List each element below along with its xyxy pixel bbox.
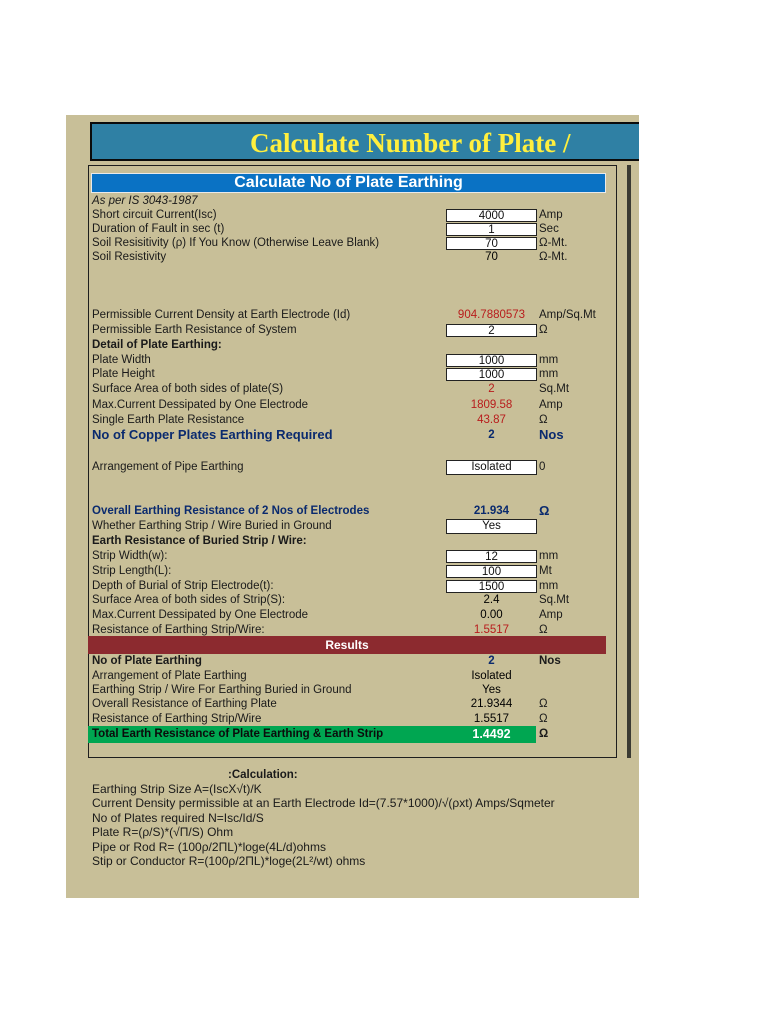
result-arrangement-value: Isolated [471, 670, 512, 682]
arrangement-label: Arrangement of Pipe Earthing [92, 461, 244, 473]
strip-depth-label: Depth of Burial of Strip Electrode(t): [92, 580, 274, 592]
plate-height-label: Plate Height [92, 368, 155, 380]
plates-required-label: No of Copper Plates Earthing Required [92, 427, 333, 442]
strip-max-current-unit: Amp [539, 609, 563, 621]
formula-line: No of Plates required N=Isc/Id/S [92, 811, 264, 825]
result-overall-unit: Ω [539, 698, 548, 710]
plate-width-unit: mm [539, 354, 559, 366]
soil-resistivity-known-label: Soil Resisitivity (ρ) If You Know (Otherwise Leave Blank) [92, 237, 380, 249]
soil-resistivity-unit: Ω-Mt. [539, 251, 568, 263]
result-overall-label: Overall Resistance of Earthing Plate [92, 698, 277, 710]
plates-required-value: 2 [488, 429, 495, 441]
strip-resistance-label: Resistance of Earthing Strip/Wire: [92, 624, 265, 636]
banner-title: Calculate Number of Plate / [250, 128, 571, 158]
single-plate-resistance-unit: Ω [539, 414, 548, 426]
plate-height-input[interactable]: 1000 [446, 368, 537, 381]
banner [90, 122, 639, 161]
section-title: Calculate No of Plate Earthing [91, 173, 606, 193]
result-strip-resistance-value: 1.5517 [473, 713, 510, 725]
fault-duration-input[interactable]: 1 [446, 223, 537, 236]
plate-area-value: 2 [488, 383, 495, 395]
result-strip-label: Earthing Strip / Wire For Earthing Buried in Ground [92, 684, 352, 696]
current-density-value: 904.7880573 [457, 309, 526, 321]
plates-required-unit: Nos [539, 427, 564, 442]
strip-length-label: Strip Length(L): [92, 565, 172, 577]
current-density-label: Permissible Current Density at Earth Electrode (Id) [92, 309, 351, 321]
fault-duration-label: Duration of Fault in sec (t) [92, 223, 225, 235]
worksheet [66, 115, 639, 898]
strip-buried-select[interactable]: Yes [446, 519, 537, 534]
strip-area-value: 2.4 [483, 594, 500, 606]
calculation-heading: :Calculation: [228, 769, 298, 781]
result-overall-value: 21.9344 [470, 698, 513, 710]
soil-resistivity-value: 70 [485, 251, 498, 263]
strip-area-label: Surface Area of both sides of Strip(S): [92, 594, 286, 606]
fault-duration-unit: Sec [539, 223, 559, 235]
overall-resistance-unit: Ω [539, 503, 550, 518]
formula-line: Pipe or Rod R= (100ρ/2ΠL)*loge(4L/d)ohms [92, 840, 326, 854]
short-circuit-label: Short circuit Current(Isc) [92, 209, 217, 221]
strip-max-current-label: Max.Current Dessipated by One Electrode [92, 609, 309, 621]
adjacent-panel-edge [627, 165, 631, 758]
strip-max-current-value: 0.00 [480, 609, 503, 621]
permissible-resistance-unit: Ω [539, 324, 548, 336]
plate-area-label: Surface Area of both sides of plate(S) [92, 383, 284, 395]
result-plates-value: 2 [488, 655, 495, 667]
soil-resistivity-label: Soil Resistivity [92, 251, 167, 263]
plate-height-unit: mm [539, 368, 559, 380]
soil-resistivity-input[interactable]: 70 [446, 237, 537, 250]
results-heading: Results [88, 636, 606, 654]
total-resistance-value: 1.4492 [472, 727, 511, 741]
formula-line: Earthing Strip Size A=(IscX√t)/K [92, 782, 262, 796]
result-strip-resistance-unit: Ω [539, 713, 548, 725]
strip-buried-label: Whether Earthing Strip / Wire Buried in Ground [92, 520, 332, 532]
strip-depth-input[interactable]: 1500 [446, 580, 537, 593]
strip-length-unit: Mt [539, 565, 552, 577]
single-plate-resistance-value: 43.87 [477, 414, 506, 426]
strip-width-input[interactable]: 12 [446, 550, 537, 563]
strip-length-input[interactable]: 100 [446, 565, 537, 578]
plate-max-current-label: Max.Current Dessipated by One Electrode [92, 399, 309, 411]
plate-max-current-unit: Amp [539, 399, 563, 411]
formula-line: Current Density permissible at an Earth Electrode Id=(7.57*1000)/√(ρxt) Amps/Sqmeter [92, 796, 555, 810]
strip-depth-unit: mm [539, 580, 559, 592]
current-density-unit: Amp/Sq.Mt [539, 309, 596, 321]
strip-resistance-unit: Ω [539, 624, 548, 636]
formula-line: Stip or Conductor R=(100ρ/2ΠL)*loge(2L²/wt) ohms [92, 854, 366, 868]
result-strip-resistance-label: Resistance of Earthing Strip/Wire [92, 713, 262, 725]
plate-max-current-value: 1809.58 [470, 399, 513, 411]
total-resistance-label: Total Earth Resistance of Plate Earthing & Earth Strip [92, 728, 384, 740]
permissible-resistance-label: Permissible Earth Resistance of System [92, 324, 297, 336]
strip-area-unit: Sq.Mt [539, 594, 570, 606]
single-plate-resistance-label: Single Earth Plate Resistance [92, 414, 245, 426]
result-strip-value: Yes [482, 684, 501, 696]
standard-reference: As per IS 3043-1987 [92, 195, 198, 207]
total-resistance-unit: Ω [539, 728, 549, 740]
permissible-resistance-input[interactable]: 2 [446, 324, 537, 337]
plate-width-label: Plate Width [92, 354, 151, 366]
strip-width-label: Strip Width(w): [92, 550, 168, 562]
plate-width-input[interactable]: 1000 [446, 354, 537, 367]
strip-resistance-value: 1.5517 [473, 624, 510, 636]
overall-resistance-label: Overall Earthing Resistance of 2 Nos of Electrodes [92, 505, 370, 517]
plate-details-heading: Detail of Plate Earthing: [92, 339, 222, 351]
result-plates-label: No of Plate Earthing [92, 655, 202, 667]
result-plates-unit: Nos [539, 655, 561, 667]
arrangement-extra: 0 [539, 461, 546, 473]
short-circuit-input[interactable]: 4000 [446, 209, 537, 222]
result-arrangement-label: Arrangement of Plate Earthing [92, 670, 247, 682]
soil-resistivity-known-unit: Ω-Mt. [539, 237, 568, 249]
arrangement-select[interactable]: Isolated [446, 460, 537, 475]
strip-width-unit: mm [539, 550, 559, 562]
short-circuit-unit: Amp [539, 209, 563, 221]
formula-line: Plate R=(ρ/S)*(√Π/S) Ohm [92, 825, 234, 839]
overall-resistance-value: 21.934 [473, 505, 510, 517]
strip-heading: Earth Resistance of Buried Strip / Wire: [92, 535, 307, 547]
plate-area-unit: Sq.Mt [539, 383, 570, 395]
